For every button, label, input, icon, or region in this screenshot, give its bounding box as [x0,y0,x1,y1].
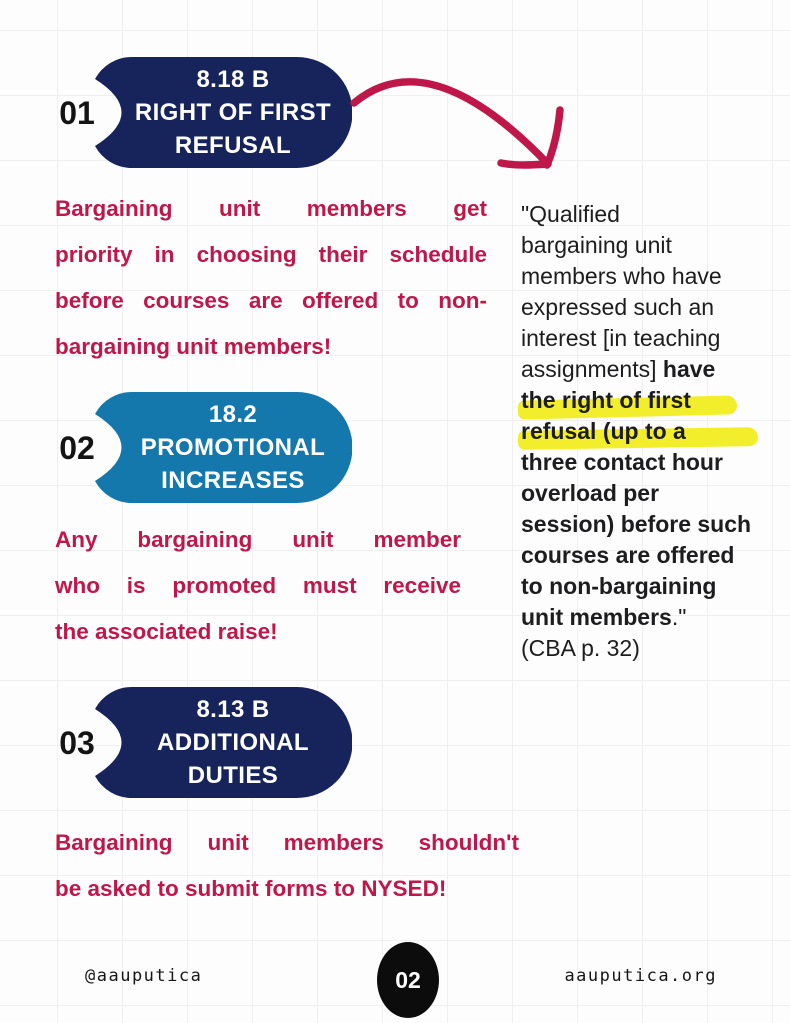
text-line: 8.18 B [196,66,270,93]
text-line: be asked to submit forms to NYSED! [55,876,447,901]
text-line: Any bargaining unit member [55,527,461,552]
text-line: bargaining unit members! [55,334,332,359]
page-number: 02 [395,966,421,993]
text-line: who is promoted must receive [55,573,461,598]
text-line: 18.2 [208,401,258,428]
text-line: to non-bargaining [521,573,717,599]
text-line: (CBA p. 32) [521,635,640,661]
text-line: unit members." [521,604,687,630]
text-line: RIGHT OF FIRST [134,99,332,126]
section-number-3: 03 [59,725,95,761]
text-line: expressed such an [521,294,715,320]
text-line: assignments] have [521,356,716,382]
page-number-badge [377,942,439,1018]
text-line: Bargaining unit members get [55,196,487,221]
cba-quote [521,199,777,664]
text-line: DUTIES [187,762,279,789]
text-line: INCREASES [161,467,305,494]
text-line: members who have [521,263,722,289]
section-number-1: 01 [59,95,95,131]
text-line: three contact hour [521,449,723,475]
text-line: the associated raise! [55,619,278,644]
text-line: interest [in teaching [521,325,721,351]
topic-pill-3 [88,687,352,798]
text-line: courses are offered [521,542,735,568]
section-body-3 [55,820,519,912]
text-line: before courses are offered to non- [55,288,487,313]
text-line: refusal (up to a [521,418,686,444]
pill-title-3 [88,687,352,798]
topic-pill-1 [88,57,352,168]
topic-pill-2 [88,392,352,503]
text-line: Bargaining unit members shouldn't [55,830,519,855]
text-line: the right of first [521,387,691,413]
text-line: bargaining unit [521,232,672,258]
text-line: REFUSAL [174,132,292,159]
text-line: priority in choosing their schedule [55,242,487,267]
text-line: ADDITIONAL [157,729,309,756]
text-line: 8.13 B [196,696,270,723]
text-line: session) before such [521,511,752,537]
website-link[interactable]: aauputica.org [564,966,717,986]
social-handle[interactable]: @aauputica [85,966,203,986]
text-line: overload per [521,480,660,506]
pill-title-1 [88,57,352,168]
text-line: "Qualified [521,201,620,227]
curved-arrow-down-right-icon [350,63,580,183]
section-body-1 [55,186,487,370]
text-line: PROMOTIONAL [140,434,326,461]
section-number-2: 02 [59,430,95,466]
section-body-2 [55,517,461,655]
pill-title-2 [88,392,352,503]
